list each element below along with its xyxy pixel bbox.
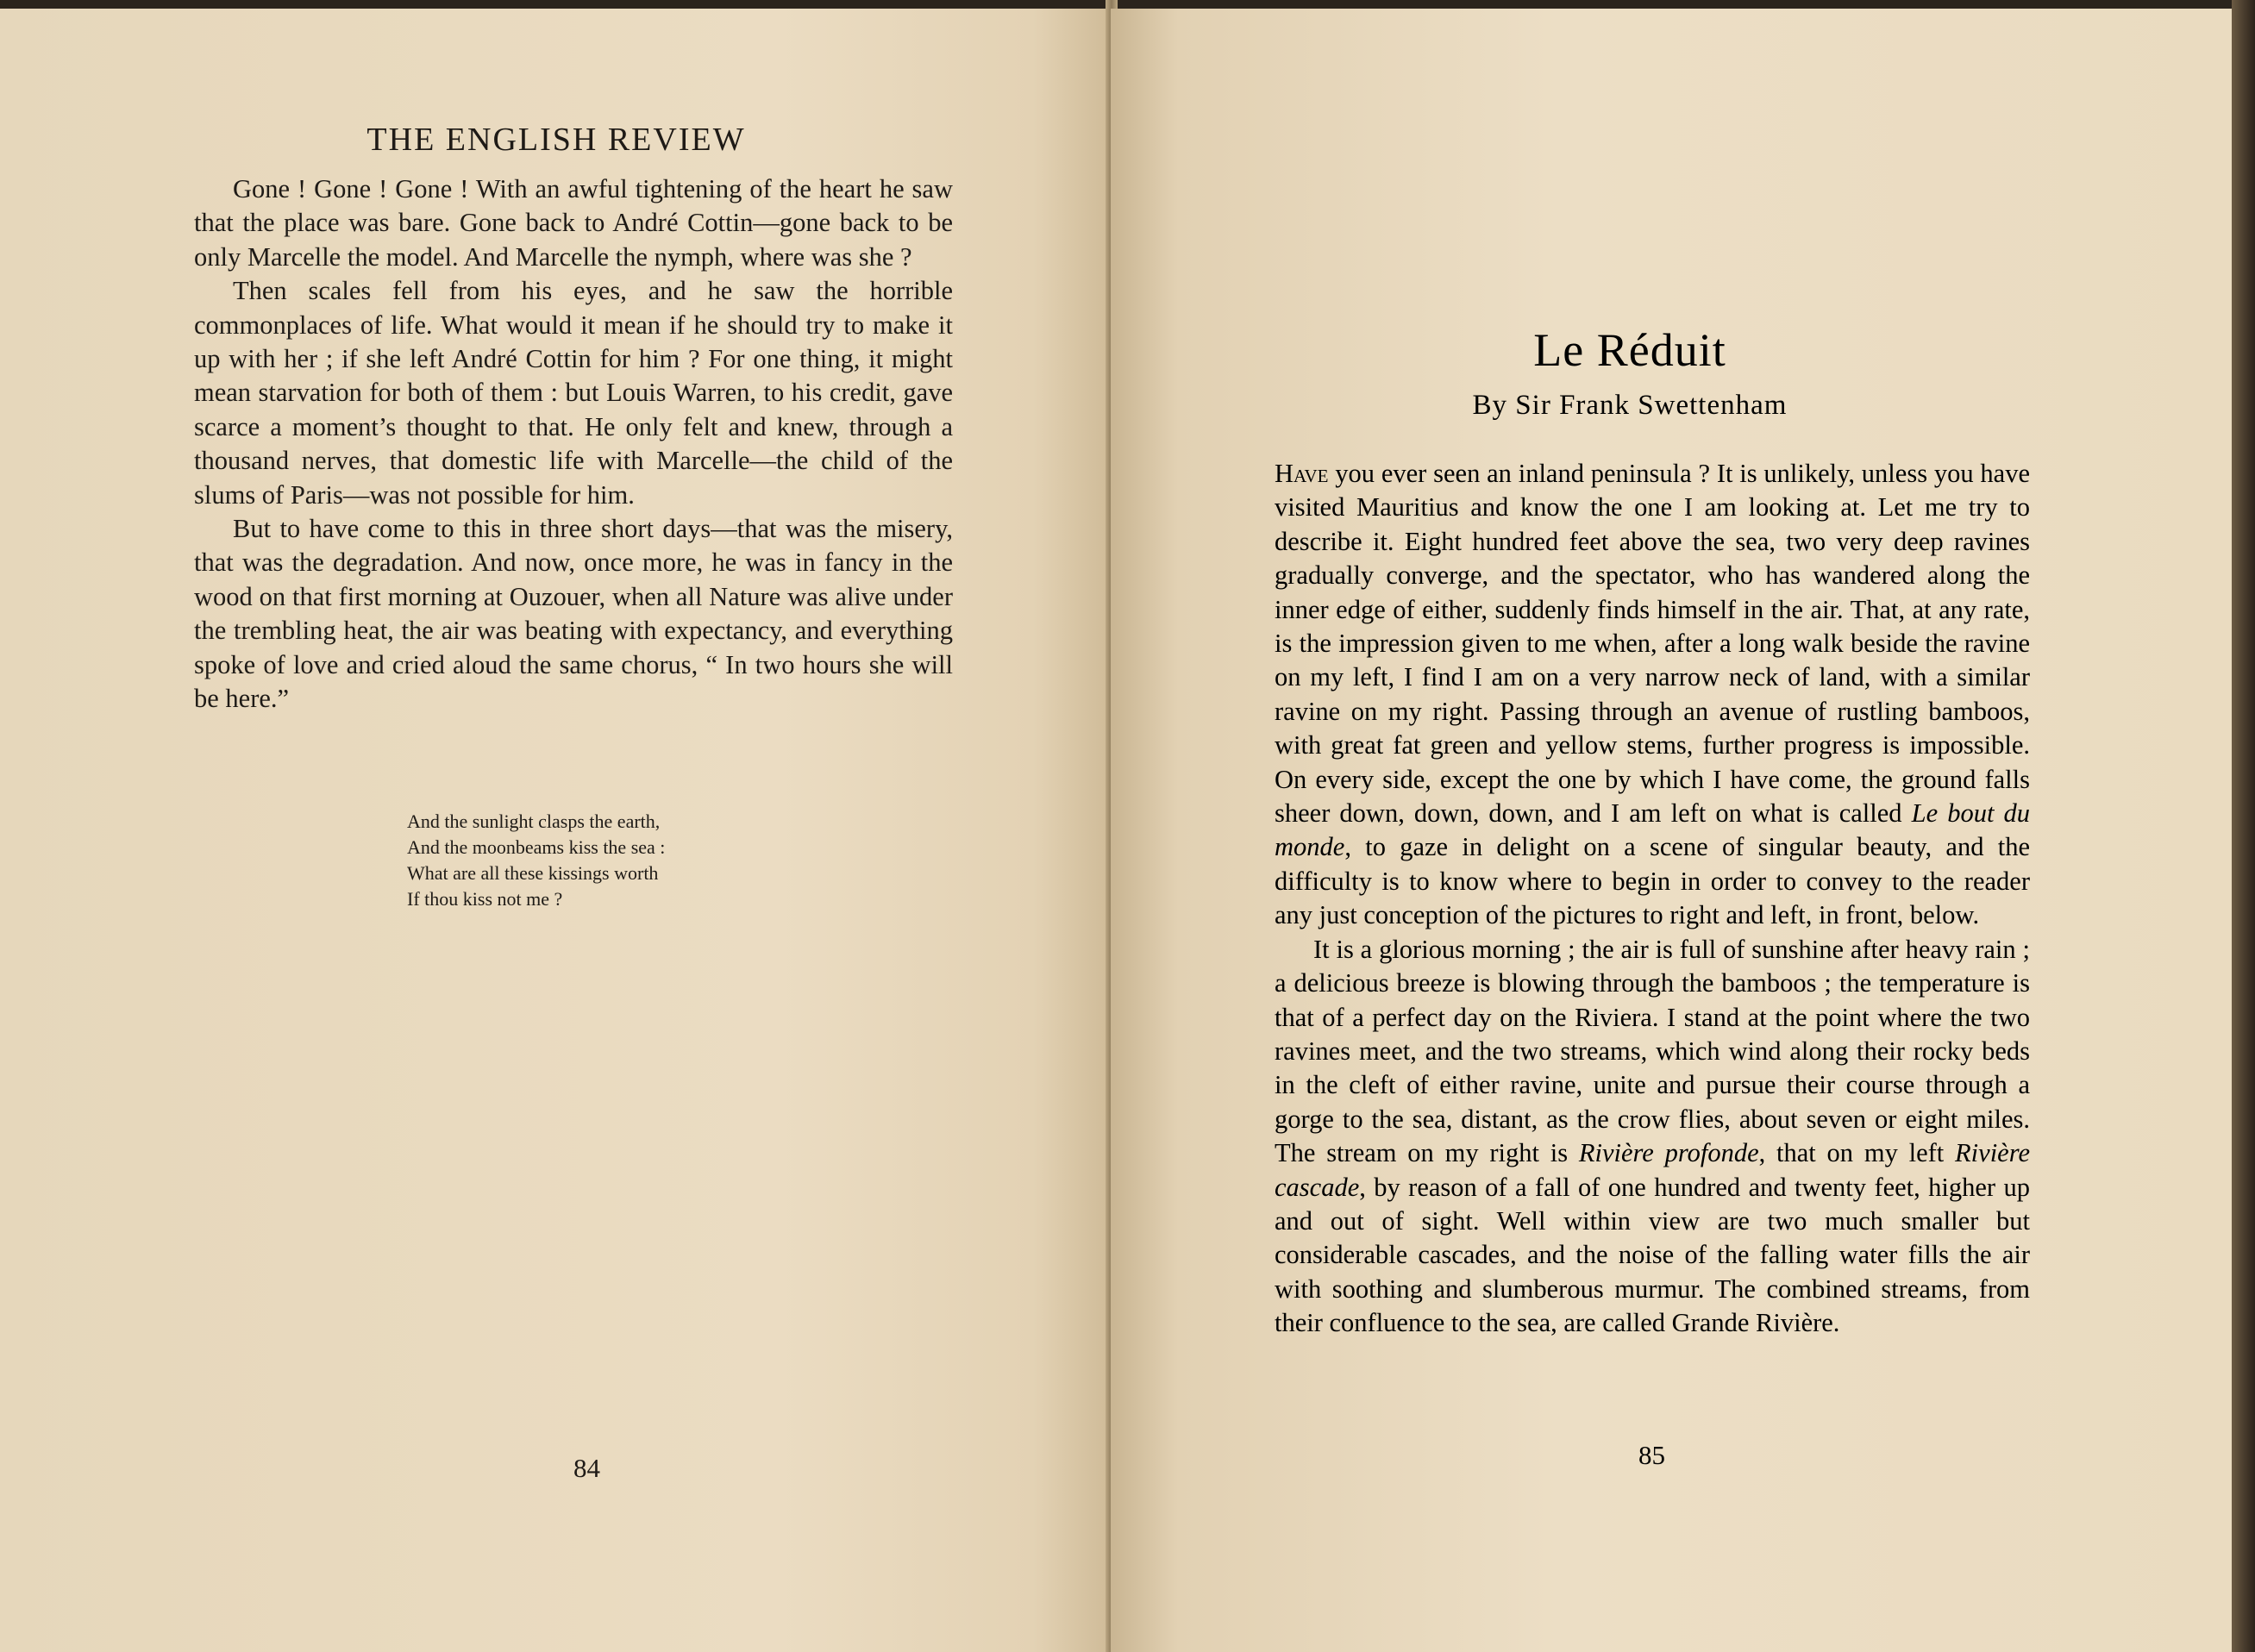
text-run: , by reason of a fall of one hundred and twenty feet, higher up and out of sight. Well within view are two much smaller but considerable cascades, and the noise of the falling water fills the air with soothing and slumberous murmur. The combined streams, from their confluence to the sea, are called Grande Rivière. [1275, 1172, 2030, 1338]
italic-phrase: Rivière profonde [1578, 1138, 1759, 1168]
text-run: It is a glorious morning ; the air is full of sunshine after heavy rain ; a delicious breeze is blowing through the bamboos ; the temperature is that of a perfect day on the Riviera. I stand at the point where the two ravines meet, and the two streams, which wind along their rocky beds in the cleft of either ravine, unite and pursue their course through a gorge to the sea, distant, as the crow flies, about seven or eight miles. The stream on my right is [1275, 934, 2030, 1168]
paragraph: Gone ! Gone ! Gone ! With an awful tightening of the heart he saw that the place was bare. Gone back to André Cottin—gone back to be only Marcelle the model. And Marcelle the nymph, where was she ? [194, 174, 953, 272]
poem-line: What are all these kissings worth [407, 862, 659, 884]
text-run: , to gaze in delight on a scene of singular beauty, and the difficulty is to know where to begin in order to convey to the reader any just conception of the pictures to right and left, in front, below. [1275, 832, 2030, 930]
page-number: 85 [1638, 1440, 1665, 1470]
left-page [0, 9, 1111, 1652]
article-byline: By Sir Frank Swettenham [1472, 390, 1788, 421]
italic-phrase: Rivière cascade [1275, 1138, 2030, 1202]
left-page-body [194, 172, 953, 716]
text-run: , that on my left [1758, 1138, 1956, 1168]
poem-line: If thou kiss not me ? [407, 888, 563, 910]
paragraph: But to have come to this in three short days—that was the misery, that was the degradation. And now, once more, he was in fancy in the wood on that first morning at Ouzouer, when all Nature was alive under the trembling heat, the air was beating with expectancy, and everything spoke of love and cried aloud the same chorus, “ In two hours she will be here.” [194, 514, 953, 714]
paragraph [1275, 457, 2030, 933]
poem-line: And the moonbeams kiss the sea : [407, 836, 666, 858]
right-page-body [1275, 457, 2030, 1341]
italic-phrase: Le bout du monde [1275, 798, 2031, 862]
text-run: you ever seen an inland peninsula ? It is unlikely, unless you have visited Mauritius and know the one I am looking at. Let me try to describe it. Eight hundred feet above the sea, two very deep ravines gradually converge, and the spectator, who has wandered along the inner edge of either, suddenly finds himself in the air. That, at any rate, is the impression given to me when, after a long walk beside the ravine on my left, I find I am on a very narrow neck of land, with a similar ravine on my right. Passing through an avenue of rustling bamboos, with great fat green and yellow stems, further progress is impossible. On every side, except the one by which I have come, the ground falls sheer down, down, down, and I am left on what is called [1275, 459, 2030, 829]
book-cover-edge [2232, 0, 2255, 1652]
paragraph: Then scales fell from his eyes, and he saw the horrible commonplaces of life. What would it mean if he should try to make it up with her ; if she left André Cottin for him ? For one thing, it might mean starvation for both of them : but Louis Warren, to his credit, gave scarce a moment’s thought to that. He only felt and knew, through a thousand nerves, that domestic life with Marcelle—the child of the slums of Paris—was not possible for him. [194, 276, 953, 510]
page-number: 84 [573, 1453, 600, 1483]
article-title: Le Réduit [1533, 324, 1726, 376]
lead-word: Have [1275, 459, 1329, 488]
running-head: THE ENGLISH REVIEW [366, 122, 746, 158]
poem-line: And the sunlight clasps the earth, [407, 810, 661, 832]
paragraph [1275, 933, 2030, 1341]
poem-quotation [407, 809, 665, 912]
